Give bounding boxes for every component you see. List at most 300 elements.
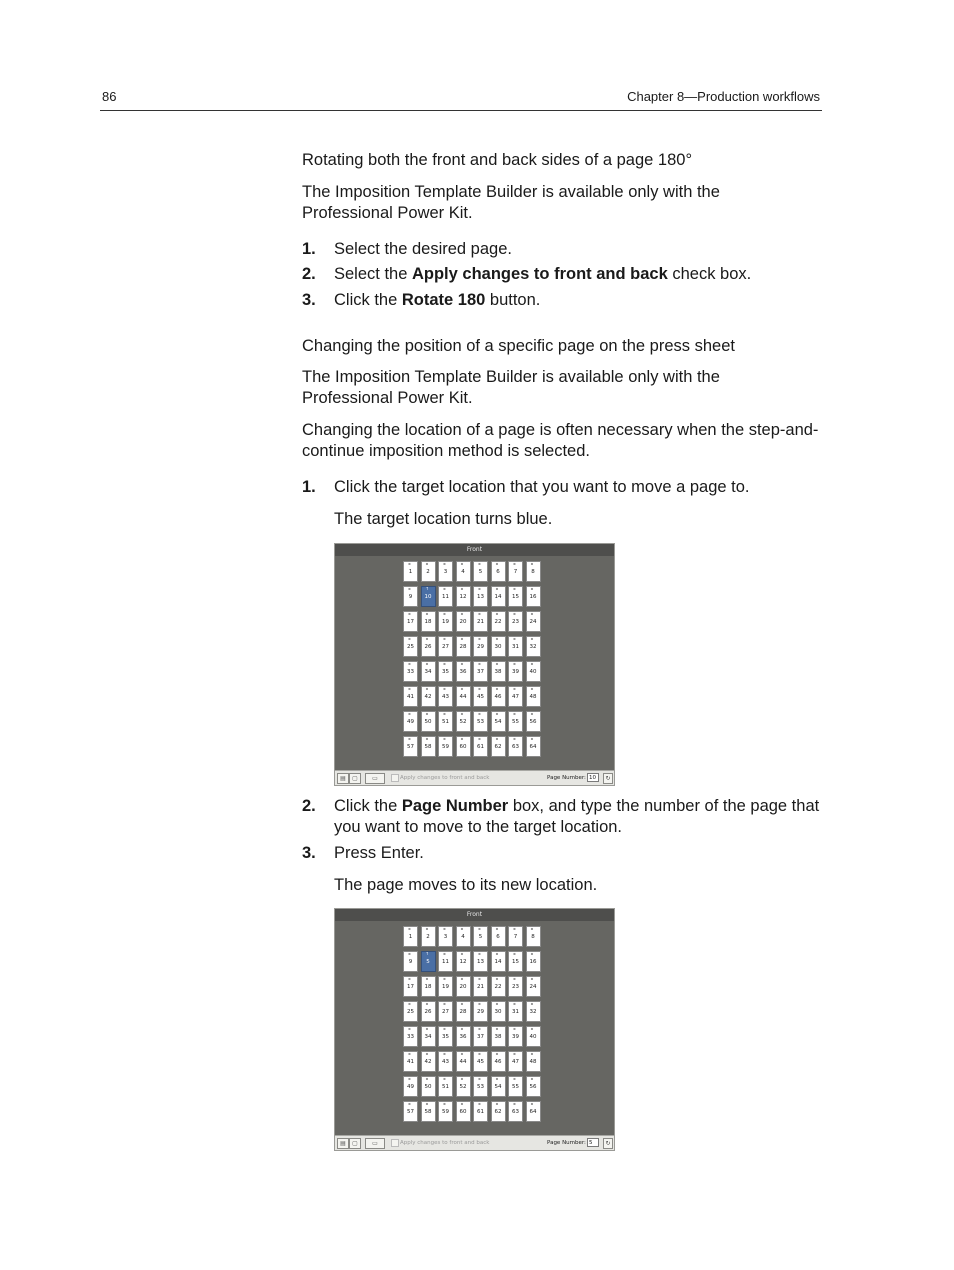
step-number: 2. [302,797,316,815]
page-cell[interactable] [473,636,488,657]
page-cell-label: 33 [407,669,414,675]
page-cell[interactable] [491,926,506,947]
page-orientation-icon: ▪ [408,1101,411,1106]
page-cell[interactable] [421,686,436,707]
page-orientation-icon: ▪ [478,586,481,591]
page-orientation-icon: ▪ [425,661,429,666]
page-cell[interactable] [526,926,541,947]
page-cell[interactable] [438,711,453,732]
page-cell-label: 45 [477,1059,484,1065]
page-cell[interactable] [526,1101,541,1122]
page-cell-label: 24 [529,984,537,990]
page-orientation-icon: ▪ [478,1101,481,1106]
page-cell[interactable] [508,561,523,582]
page-cell[interactable] [456,1101,471,1122]
page-orientation-icon: ▪ [513,926,516,931]
page-cell[interactable] [456,636,471,657]
page-grid [403,926,543,1126]
page-cell-label: 44 [459,694,467,700]
page-cell-label: 51 [442,719,449,725]
page-cell[interactable] [456,1001,471,1022]
page-cell[interactable] [491,686,506,707]
page-cell-label: 23 [512,619,519,625]
page-cell[interactable] [473,1051,488,1072]
page-cell-label: 50 [424,719,432,725]
page-cell[interactable] [491,736,506,757]
page-cell[interactable] [526,736,541,757]
page-cell[interactable] [473,1101,488,1122]
page-cell[interactable] [421,586,436,607]
page-orientation-icon: ↑ [425,951,429,956]
page-number-label: Page Number: [547,775,586,781]
page-cell[interactable] [403,1101,418,1122]
page-orientation-icon: ▪ [495,661,499,666]
page-cell[interactable] [473,661,488,682]
page-cell[interactable] [491,1101,506,1122]
page-cell[interactable] [473,1026,488,1047]
page-orientation-icon: ▪ [513,976,516,981]
page-cell[interactable] [438,736,453,757]
page-orientation-icon: ▪ [478,951,481,956]
page-view-icon[interactable]: ▤ [337,773,349,784]
page-orientation-icon: ▪ [530,736,534,741]
page-cell[interactable] [491,611,506,632]
page-cell-label: 49 [407,719,414,725]
page-cell[interactable] [403,976,418,997]
page-cell[interactable] [403,1051,418,1072]
page-number-input[interactable]: 5 [587,1138,599,1147]
page-cell[interactable] [456,661,471,682]
step-number: 3. [302,291,316,309]
page-orientation-icon: ▪ [530,1076,534,1081]
page-cell[interactable] [491,1001,506,1022]
page-cell[interactable] [491,1026,506,1047]
page-cell[interactable] [421,1026,436,1047]
page-orientation-icon: ▪ [495,561,499,566]
page-cell-label: 35 [442,669,449,675]
page-orientation-icon: ▪ [460,926,464,931]
page-orientation-icon: ▪ [443,636,446,641]
page-cell[interactable] [526,686,541,707]
page-cell[interactable] [508,1026,523,1047]
page-cell-label: 60 [459,744,467,750]
step-text: Press Enter. [334,844,424,862]
page-cell-label: 60 [459,1109,467,1115]
page-orientation-icon: ▪ [443,976,446,981]
page-cell[interactable] [403,1026,418,1047]
page-orientation-icon: ▪ [408,926,411,931]
page-orientation-icon: ▪ [513,1076,516,1081]
page-cell[interactable] [438,686,453,707]
page-cell[interactable] [526,1001,541,1022]
page-cell[interactable] [526,1051,541,1072]
page-cell[interactable] [526,561,541,582]
page-orientation-icon: ▪ [408,976,411,981]
page-cell-label: 34 [424,669,432,675]
page-cell-label: 20 [459,984,467,990]
page-orientation-icon: ▪ [513,661,516,666]
refresh-icon[interactable]: ↻ [603,773,613,784]
step-result-blue: The target location turns blue. [334,510,553,528]
page-orientation-icon: ▪ [408,1076,411,1081]
page-orientation-icon: ▪ [460,636,464,641]
chapter-title: Chapter 8—Production workflows [627,89,820,104]
page-cell-label: 24 [529,619,537,625]
page-cell-label: 39 [512,669,519,675]
page-cell-label: 17 [407,619,414,625]
page-orientation-icon: ▪ [530,926,534,931]
page-orientation-icon: ▪ [495,711,499,716]
page-orientation-icon: ▪ [425,686,429,691]
page-cell-label: 20 [459,619,467,625]
page-cell-label: 44 [459,1059,467,1065]
page-cell[interactable] [526,661,541,682]
page-cell-label: 8 [531,569,535,575]
page-cell[interactable] [456,711,471,732]
page-orientation-icon: ▪ [408,561,411,566]
page-cell[interactable] [508,636,523,657]
page-orientation-icon: ▪ [460,611,464,616]
page-orientation-icon: ▪ [530,561,534,566]
page-orientation-icon: ▪ [425,1001,429,1006]
page-cell[interactable] [438,951,453,972]
page-cell-label: 48 [529,694,537,700]
page-cell[interactable] [456,926,471,947]
page-cell[interactable] [438,611,453,632]
page-cell-label: 40 [529,1034,537,1040]
page-cell[interactable] [403,561,418,582]
page-cell[interactable] [491,1076,506,1097]
page-cell[interactable] [491,951,506,972]
page-cell[interactable] [403,686,418,707]
page-cell-label: 7 [513,569,518,575]
page-orientation-icon: ▪ [495,976,499,981]
page-cell[interactable] [438,1101,453,1122]
page-cell[interactable] [403,611,418,632]
page-cell[interactable] [456,951,471,972]
sheet-side-title: Front [335,909,614,921]
page-cell[interactable] [421,711,436,732]
sheet-view-icon[interactable]: ▢ [349,773,361,784]
page-cell[interactable] [438,561,453,582]
page-orientation-icon: ▪ [495,1001,499,1006]
page-cell[interactable] [526,586,541,607]
page-cell[interactable] [508,661,523,682]
sheet-view-icon[interactable]: ▢ [349,1138,361,1149]
apply-front-back-checkbox[interactable] [391,1139,399,1147]
page-cell-label: 15 [512,959,519,965]
page-cell-label: 25 [407,644,414,650]
page-cell[interactable] [508,1001,523,1022]
page-cell[interactable] [403,586,418,607]
page-cell[interactable] [421,1076,436,1097]
page-orientation-icon: ▪ [443,736,446,741]
page-cell[interactable] [421,951,436,972]
page-cell-label: 26 [424,644,432,650]
page-cell-label: 53 [477,719,484,725]
page-cell-label: 13 [477,594,484,600]
page-cell-label: 11 [442,959,449,965]
page-cell[interactable] [473,736,488,757]
page-cell-label: 10 [424,594,432,600]
page-cell[interactable] [508,711,523,732]
page-cell[interactable] [438,636,453,657]
page-orientation-icon: ▪ [495,1026,499,1031]
page-orientation-icon: ▪ [425,736,429,741]
page-cell[interactable] [508,976,523,997]
page-cell[interactable] [508,1101,523,1122]
sheet-side-title: Front [335,544,614,556]
refresh-icon[interactable]: ↻ [603,1138,613,1149]
step-text: Select the Apply changes to front and back check box. [334,265,752,283]
page-cell-label: 45 [477,694,484,700]
page-cell-label: 32 [529,644,537,650]
page-orientation-icon: ▪ [425,611,429,616]
page-cell-label: 46 [494,1059,502,1065]
page-cell[interactable] [421,561,436,582]
page-cell[interactable] [473,711,488,732]
page-cell-label: 57 [407,744,414,750]
page-cell[interactable] [508,1076,523,1097]
builder-toolbar [335,770,614,785]
page-cell-label: 5 [426,959,430,965]
page-cell[interactable] [403,951,418,972]
page-cell[interactable] [421,976,436,997]
page-orientation-icon: ▪ [495,1051,499,1056]
page-cell[interactable] [456,976,471,997]
page-cell[interactable] [473,1076,488,1097]
page-cell-label: 51 [442,1084,449,1090]
page-cell[interactable] [526,951,541,972]
page-cell-label: 54 [494,1084,502,1090]
page-cell[interactable] [421,661,436,682]
page-cell[interactable] [508,686,523,707]
page-cell[interactable] [491,711,506,732]
page-orientation-icon: ▪ [478,1076,481,1081]
page-cell[interactable] [473,586,488,607]
apply-front-back-checkbox[interactable] [391,774,399,782]
apply-front-back-label: Apply changes to front and back [400,1140,490,1146]
page-cell-label: 61 [477,1109,484,1115]
page-cell[interactable] [421,1001,436,1022]
page-cell[interactable] [526,636,541,657]
page-cell[interactable] [421,1051,436,1072]
page-cell-label: 49 [407,1084,414,1090]
page-cell[interactable] [438,1076,453,1097]
apply-front-back-label: Apply changes to front and back [400,775,490,781]
page-orientation-icon: ▪ [513,636,516,641]
page-cell[interactable] [438,1001,453,1022]
page-cell-label: 32 [529,1009,537,1015]
page-cell[interactable] [491,1051,506,1072]
page-cell[interactable] [403,736,418,757]
page-cell[interactable] [491,561,506,582]
page-cell[interactable] [473,561,488,582]
spread-view-icon[interactable]: ▭ [365,773,385,784]
page-cell-label: 18 [424,984,432,990]
page-orientation-icon: ▪ [478,1051,481,1056]
page-orientation-icon: ▪ [495,1101,499,1106]
page-cell[interactable] [421,926,436,947]
page-cell[interactable] [473,976,488,997]
page-cell[interactable] [473,951,488,972]
page-cell-label: 9 [408,959,413,965]
page-cell-label: 36 [459,1034,467,1040]
page-orientation-icon: ▪ [408,1051,411,1056]
page-cell-label: 54 [494,719,502,725]
page-cell-label: 1 [408,934,413,940]
section-heading-rotate: Rotating both the front and back sides of a page 180° [302,151,693,169]
page-cell-label: 17 [407,984,414,990]
page-cell[interactable] [508,611,523,632]
page-cell[interactable] [526,976,541,997]
page-cell-label: 16 [529,594,537,600]
page-cell-label: 29 [477,644,484,650]
page-cell[interactable] [421,736,436,757]
page-cell-label: 53 [477,1084,484,1090]
page-orientation-icon: ▪ [408,611,411,616]
page-cell-label: 30 [494,644,502,650]
page-cell[interactable] [508,926,523,947]
page-cell[interactable] [526,711,541,732]
page-cell[interactable] [473,686,488,707]
page-cell-label: 39 [512,1034,519,1040]
page-orientation-icon: ▪ [425,1026,429,1031]
page-orientation-icon: ▪ [460,976,464,981]
page-cell-label: 27 [442,644,449,650]
page-cell-label: 9 [408,594,413,600]
page-orientation-icon: ▪ [530,611,534,616]
page-orientation-icon: ▪ [408,1026,411,1031]
page-orientation-icon: ▪ [478,611,481,616]
page-header [100,88,822,111]
page-cell-label: 1 [408,569,413,575]
page-cell[interactable] [456,1026,471,1047]
page-orientation-icon: ▪ [495,736,499,741]
page-orientation-icon: ▪ [443,1051,446,1056]
page-orientation-icon: ▪ [460,1076,464,1081]
page-cell[interactable] [473,611,488,632]
page-orientation-icon: ▪ [408,686,411,691]
page-cell[interactable] [456,686,471,707]
page-orientation-icon: ▪ [443,1026,446,1031]
page-orientation-icon: ▪ [478,661,481,666]
page-cell[interactable] [403,1001,418,1022]
page-cell[interactable] [421,611,436,632]
page-cell[interactable] [403,711,418,732]
page-cell[interactable] [526,1026,541,1047]
page-cell[interactable] [438,1026,453,1047]
page-cell-label: 14 [494,594,502,600]
page-cell[interactable] [456,586,471,607]
page-orientation-icon: ▪ [495,1076,499,1081]
page-cell[interactable] [438,586,453,607]
page-cell[interactable] [508,736,523,757]
page-cell-label: 21 [477,619,484,625]
page-number-input[interactable]: 10 [587,773,599,782]
page-cell[interactable] [508,1051,523,1072]
page-cell[interactable] [403,1076,418,1097]
page-orientation-icon: ▪ [443,586,446,591]
page-cell[interactable] [456,1076,471,1097]
page-cell[interactable] [438,976,453,997]
page-cell-label: 11 [442,594,449,600]
page-cell-label: 41 [407,1059,414,1065]
page-orientation-icon: ▪ [443,1001,446,1006]
page-cell[interactable] [491,586,506,607]
page-cell[interactable] [438,926,453,947]
page-cell[interactable] [473,926,488,947]
page-cell-label: 31 [512,1009,519,1015]
page-cell[interactable] [438,661,453,682]
page-cell-label: 2 [426,934,430,940]
page-cell[interactable] [508,586,523,607]
page-cell-label: 42 [424,1059,432,1065]
page-orientation-icon: ▪ [513,736,516,741]
page-cell[interactable] [403,926,418,947]
page-cell[interactable] [403,636,418,657]
page-orientation-icon: ▪ [513,1001,516,1006]
page-cell[interactable] [508,951,523,972]
step-number: 1. [302,478,316,496]
page-cell-label: 64 [529,744,537,750]
page-orientation-icon: ▪ [408,661,411,666]
spread-view-icon[interactable]: ▭ [365,1138,385,1149]
page-orientation-icon: ▪ [513,1101,516,1106]
page-cell-label: 63 [512,744,519,750]
page-cell-label: 22 [494,619,502,625]
page-cell-label: 15 [512,594,519,600]
page-cell[interactable] [526,611,541,632]
page-cell[interactable] [526,1076,541,1097]
step-text: Select the desired page. [334,240,512,258]
page-orientation-icon: ▪ [513,711,516,716]
page-orientation-icon: ▪ [460,711,464,716]
page-orientation-icon: ▪ [408,1001,411,1006]
page-cell[interactable] [456,1051,471,1072]
page-cell[interactable] [456,611,471,632]
page-cell[interactable] [421,1101,436,1122]
page-orientation-icon: ▪ [513,611,516,616]
page-orientation-icon: ▪ [478,1001,481,1006]
page-grid [403,561,543,761]
page-orientation-icon: ▪ [408,586,411,591]
page-orientation-icon: ▪ [443,926,446,931]
page-cell[interactable] [491,976,506,997]
page-orientation-icon: ▪ [495,611,499,616]
page-orientation-icon: ▪ [495,636,499,641]
page-cell[interactable] [421,636,436,657]
page-orientation-icon: ▪ [425,976,429,981]
page-cell-label: 26 [424,1009,432,1015]
page-orientation-icon: ▪ [513,1026,516,1031]
page-cell[interactable] [456,561,471,582]
page-cell-label: 30 [494,1009,502,1015]
page-orientation-icon: ▪ [478,1026,481,1031]
page-cell[interactable] [403,661,418,682]
page-cell-label: 3 [443,569,448,575]
page-cell[interactable] [456,736,471,757]
page-cell-label: 4 [461,934,465,940]
page-number: 86 [102,89,117,104]
page-cell[interactable] [473,1001,488,1022]
page-cell[interactable] [491,636,506,657]
page-cell[interactable] [491,661,506,682]
page-view-icon[interactable]: ▤ [337,1138,349,1149]
page-orientation-icon: ▪ [408,636,411,641]
page-cell[interactable] [438,1051,453,1072]
page-cell-label: 47 [512,1059,519,1065]
